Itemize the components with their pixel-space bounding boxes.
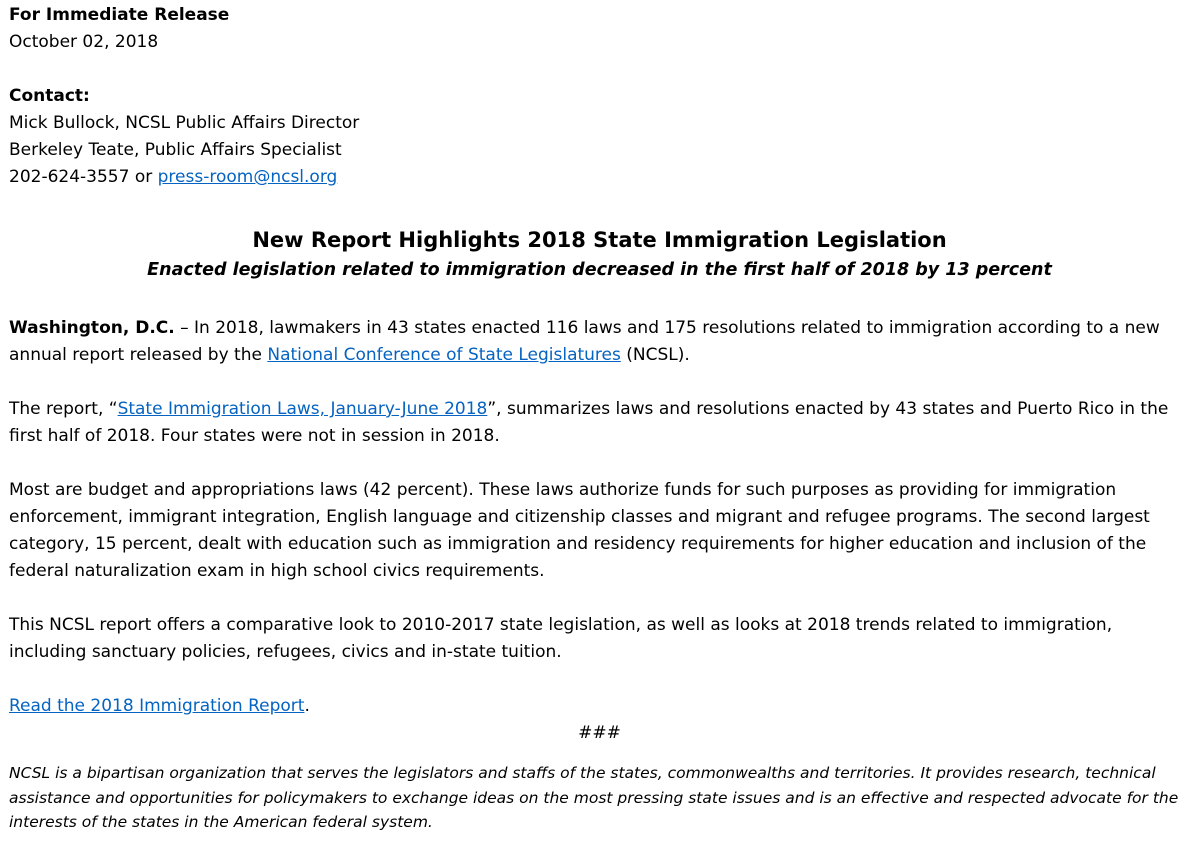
- subheadline: Enacted legislation related to immigration decreased in the first half of 2018 by 13 percent: [147, 260, 1052, 280]
- boilerplate: NCSL is a bipartisan organization that serves the legislators and staffs of the states, commonwealths and territories. It provides research, technical assistance and opportunities for policymakers to exchange ideas on the most pressing state issues and is an effective and respected advocate for the interests of the states in the American federal system.: [9, 764, 1179, 831]
- contact-name-1: Mick Bullock, NCSL Public Affairs Director: [9, 113, 360, 133]
- spacer: [9, 285, 1190, 315]
- dateline: Washington, D.C.: [9, 318, 175, 338]
- email-link[interactable]: press-room@ncsl.org: [157, 167, 338, 187]
- paragraph-2: [9, 396, 1190, 450]
- contact-label: Contact:: [9, 86, 90, 106]
- paragraph-1-text-b: (NCSL).: [620, 345, 690, 365]
- phone-text: 202-624-3557 or: [9, 167, 158, 187]
- spacer: [9, 666, 1190, 693]
- spacer: [9, 56, 1190, 83]
- paragraph-2-text-a: The report, “: [9, 399, 118, 419]
- paragraph-3: Most are budget and appropriations laws (42 percent). These laws authorize funds for such purposes as providing for immigration enforcement, immigrant integration, English language and citizenship classes and migrant and refugee programs. The second largest category, 15 percent, dealt with education such as immigration and residency requirements for higher education and inclusion of the federal naturalization exam in high school civics requirements.: [9, 480, 1150, 581]
- paragraph-1: [9, 315, 1190, 369]
- paragraph-5: [9, 693, 1190, 720]
- paragraph-4: This NCSL report offers a comparative look to 2010-2017 state legislation, as well as looks at 2018 trends related to immigration, including sanctuary policies, refugees, civics and in-state tuition.: [9, 615, 1113, 662]
- spacer: [9, 450, 1190, 477]
- paragraph-5-period: .: [304, 696, 310, 716]
- contact-name-2: Berkeley Teate, Public Affairs Specialist: [9, 140, 342, 160]
- spacer: [9, 191, 1190, 221]
- report-title-link[interactable]: State Immigration Laws, January-June 2018: [117, 399, 488, 419]
- ncsl-link[interactable]: National Conference of State Legislatures: [267, 345, 621, 365]
- end-mark: ###: [578, 723, 621, 743]
- paragraph-2-text-b: ”, summarizes laws and resolutions enacted by 43 states and Puerto Rico in the first half of 2018. Four states were not in session in 2018.: [9, 399, 1169, 446]
- spacer: [9, 369, 1190, 396]
- release-label: For Immediate Release: [9, 5, 230, 25]
- contact-phone-line: [9, 164, 1190, 191]
- spacer: [9, 585, 1190, 612]
- headline: New Report Highlights 2018 State Immigration Legislation: [252, 228, 947, 252]
- read-report-link[interactable]: Read the 2018 Immigration Report: [9, 696, 305, 716]
- release-date: October 02, 2018: [9, 32, 159, 52]
- paragraph-1-text-a: – In 2018, lawmakers in 43 states enacted 116 laws and 175 resolutions related to immigration according to a new annual report released by the: [9, 318, 1160, 365]
